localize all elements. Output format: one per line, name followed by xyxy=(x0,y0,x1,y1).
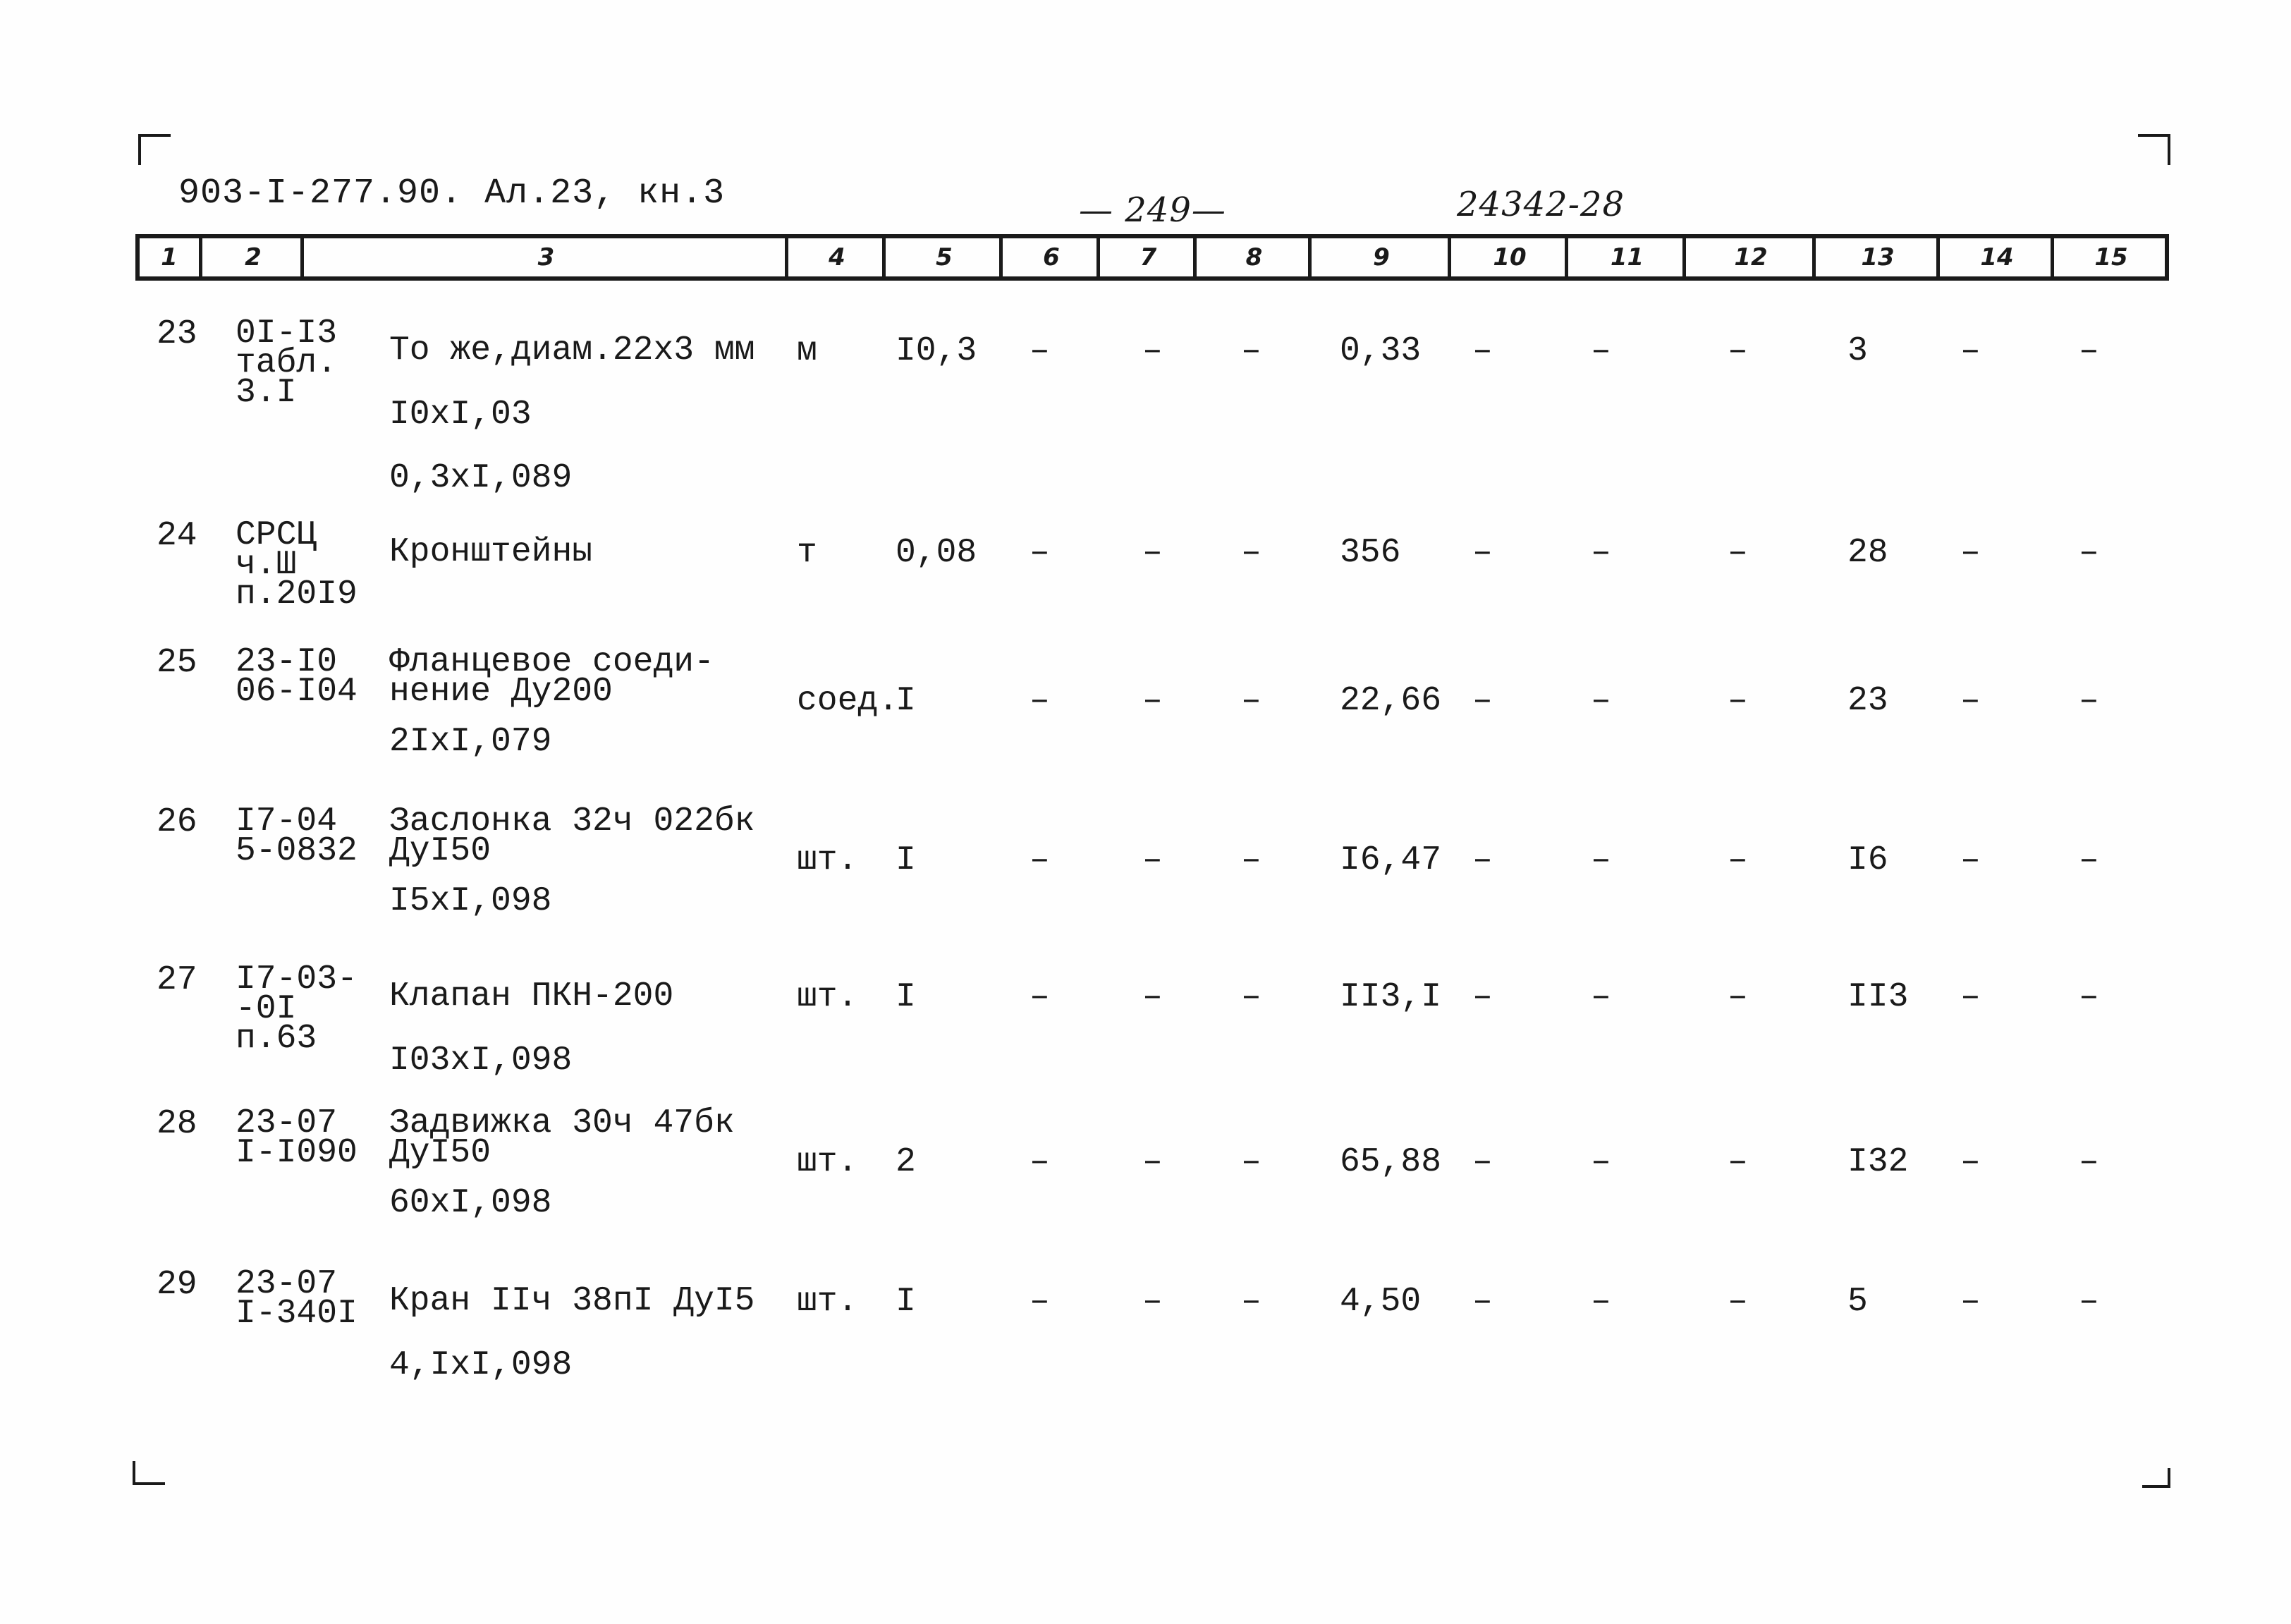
calculation-line: I0xI,03 xyxy=(389,396,532,434)
col-8-cell: – xyxy=(1241,978,1261,1016)
col-9-cell: I6,47 xyxy=(1340,841,1442,879)
col-7-cell: – xyxy=(1142,332,1163,370)
col-8-cell: – xyxy=(1241,534,1261,572)
quantity-cell: 0,08 xyxy=(896,534,977,572)
quantity-cell: I xyxy=(896,682,916,720)
norm-code-line: 3.I xyxy=(236,374,297,412)
col-13-cell: 3 xyxy=(1847,332,1868,370)
frame-corner-bottom-right xyxy=(2142,1468,2170,1488)
col-15-cell: – xyxy=(2079,682,2099,720)
norm-code-line: I7-04 xyxy=(236,802,338,841)
norm-code-line: 0I-I3 xyxy=(236,315,338,353)
column-number-9: 9 xyxy=(1308,238,1451,276)
row-number: 28 xyxy=(157,1105,197,1143)
col-9-cell: 0,33 xyxy=(1340,332,1422,370)
col-12-cell: – xyxy=(1728,841,1748,879)
column-number-1: 1 xyxy=(161,243,178,271)
unit-cell: соед. xyxy=(797,682,899,720)
calculation-line: 0,3xI,089 xyxy=(389,459,573,497)
row-number: 29 xyxy=(157,1266,197,1304)
row-number: 24 xyxy=(157,517,197,555)
col-6-cell: – xyxy=(1030,1143,1050,1181)
col-14-cell: – xyxy=(1960,1143,1981,1181)
col-11-cell: – xyxy=(1591,1143,1611,1181)
col-6-cell: – xyxy=(1030,534,1050,572)
row-number: 27 xyxy=(157,961,197,999)
col-10-cell: – xyxy=(1472,682,1493,720)
col-8-cell: – xyxy=(1241,841,1261,879)
col-15-cell: – xyxy=(2079,978,2099,1016)
column-number-7: 7 xyxy=(1096,238,1197,276)
col-13-cell: 5 xyxy=(1847,1283,1868,1321)
column-number-8: 8 xyxy=(1193,238,1312,276)
col-11-cell: – xyxy=(1591,332,1611,370)
column-number-4: 4 xyxy=(785,238,886,276)
col-14-cell: – xyxy=(1960,978,1981,1016)
column-number-15: 15 xyxy=(2051,238,2168,276)
col-12-cell: – xyxy=(1728,1283,1748,1321)
calculation-line: 2IxI,079 xyxy=(389,723,552,761)
col-9-cell: 65,88 xyxy=(1340,1143,1442,1181)
item-name-line: ДуI50 xyxy=(389,1134,491,1172)
stamp-number: 24342-28 xyxy=(1457,185,1625,224)
col-9-cell: 356 xyxy=(1340,534,1401,572)
column-number-11: 11 xyxy=(1565,238,1686,276)
column-number-row xyxy=(135,234,2169,281)
col-7-cell: – xyxy=(1142,841,1163,879)
col-9-cell: II3,I xyxy=(1340,978,1442,1016)
unit-cell: т xyxy=(797,534,817,572)
unit-cell: шт. xyxy=(797,978,858,1016)
col-9-cell: 22,66 xyxy=(1340,682,1442,720)
norm-code-line: табл. xyxy=(236,344,338,382)
col-10-cell: – xyxy=(1472,534,1493,572)
column-number-5: 5 xyxy=(882,238,1003,276)
col-7-cell: – xyxy=(1142,682,1163,720)
norm-code-line: 5-0832 xyxy=(236,832,358,870)
col-15-cell: – xyxy=(2079,841,2099,879)
item-name-line: То же,диам.22х3 мм xyxy=(389,331,755,370)
col-14-cell: – xyxy=(1960,332,1981,370)
item-name-line: Фланцевое соеди- xyxy=(389,643,714,681)
col-7-cell: – xyxy=(1142,978,1163,1016)
frame-corner-top-right xyxy=(2138,134,2170,165)
col-10-cell: – xyxy=(1472,978,1493,1016)
col-13-cell: 23 xyxy=(1847,682,1888,720)
col-9-cell: 4,50 xyxy=(1340,1283,1422,1321)
frame-corner-top-left xyxy=(138,134,171,165)
unit-cell: шт. xyxy=(797,1143,858,1181)
col-6-cell: – xyxy=(1030,978,1050,1016)
col-11-cell: – xyxy=(1591,841,1611,879)
col-13-cell: I6 xyxy=(1847,841,1888,879)
col-6-cell: – xyxy=(1030,841,1050,879)
col-7-cell: – xyxy=(1142,534,1163,572)
col-15-cell: – xyxy=(2079,332,2099,370)
col-6-cell: – xyxy=(1030,1283,1050,1321)
frame-corner-bottom-left xyxy=(133,1461,165,1485)
calculation-line: 4,IxI,098 xyxy=(389,1346,573,1384)
col-10-cell: – xyxy=(1472,1283,1493,1321)
col-12-cell: – xyxy=(1728,1143,1748,1181)
col-15-cell: – xyxy=(2079,1143,2099,1181)
column-number-3: 3 xyxy=(300,238,788,276)
item-name-line: ДуI50 xyxy=(389,832,491,870)
quantity-cell: I0,3 xyxy=(896,332,977,370)
norm-code-line: I7-03- xyxy=(236,960,358,999)
item-name-line: Клапан ПКН-200 xyxy=(389,977,674,1015)
column-number-6: 6 xyxy=(999,238,1100,276)
page-number: — 249— xyxy=(1079,190,1226,230)
norm-code-line: п.20I9 xyxy=(236,575,358,613)
col-13-cell: I32 xyxy=(1847,1143,1909,1181)
calculation-line: 60xI,098 xyxy=(389,1184,552,1222)
row-number: 26 xyxy=(157,803,197,841)
col-8-cell: – xyxy=(1241,1283,1261,1321)
norm-code-line: п.63 xyxy=(236,1020,317,1058)
col-10-cell: – xyxy=(1472,1143,1493,1181)
item-name-line: Кронштейны xyxy=(389,533,593,571)
col-12-cell: – xyxy=(1728,978,1748,1016)
norm-code-line: 23-07 xyxy=(236,1104,338,1142)
col-12-cell: – xyxy=(1728,682,1748,720)
col-11-cell: – xyxy=(1591,682,1611,720)
col-8-cell: – xyxy=(1241,332,1261,370)
column-number-12: 12 xyxy=(1682,238,1816,276)
item-name-line: Задвижка 30ч 47бк xyxy=(389,1104,735,1142)
col-12-cell: – xyxy=(1728,534,1748,572)
col-15-cell: – xyxy=(2079,1283,2099,1321)
col-11-cell: – xyxy=(1591,1283,1611,1321)
calculation-line: I03xI,098 xyxy=(389,1042,573,1080)
item-name-line: нение Ду200 xyxy=(389,673,613,711)
row-number: 23 xyxy=(157,315,197,353)
col-11-cell: – xyxy=(1591,978,1611,1016)
norm-code-line: 23-07 xyxy=(236,1265,338,1303)
col-13-cell: 28 xyxy=(1847,534,1888,572)
document-code: 903-I-277.90. Ал.23, кн.3 xyxy=(178,173,726,214)
calculation-line: I5xI,098 xyxy=(389,882,552,920)
quantity-cell: I xyxy=(896,841,916,879)
unit-cell: шт. xyxy=(797,1283,858,1321)
column-number-13: 13 xyxy=(1812,238,1940,276)
col-14-cell: – xyxy=(1960,1283,1981,1321)
column-number-14: 14 xyxy=(1936,238,2054,276)
col-14-cell: – xyxy=(1960,682,1981,720)
norm-code-line: -0I xyxy=(236,990,297,1028)
col-6-cell: – xyxy=(1030,332,1050,370)
unit-cell: м xyxy=(797,332,817,370)
col-11-cell: – xyxy=(1591,534,1611,572)
norm-code-line: I-340I xyxy=(236,1295,358,1333)
quantity-cell: 2 xyxy=(896,1143,916,1181)
col-15-cell: – xyxy=(2079,534,2099,572)
column-number-10: 10 xyxy=(1448,238,1568,276)
col-7-cell: – xyxy=(1142,1143,1163,1181)
quantity-cell: I xyxy=(896,1283,916,1321)
norm-code-line: ч.Ш xyxy=(236,546,297,584)
norm-code-line: СРСЦ xyxy=(236,516,317,554)
col-6-cell: – xyxy=(1030,682,1050,720)
norm-code-line: I-I090 xyxy=(236,1134,358,1172)
col-10-cell: – xyxy=(1472,332,1493,370)
norm-code-line: 06-I04 xyxy=(236,673,358,711)
norm-code-line: 23-I0 xyxy=(236,643,338,681)
col-14-cell: – xyxy=(1960,534,1981,572)
col-14-cell: – xyxy=(1960,841,1981,879)
col-12-cell: – xyxy=(1728,332,1748,370)
col-10-cell: – xyxy=(1472,841,1493,879)
unit-cell: шт. xyxy=(797,841,858,879)
col-8-cell: – xyxy=(1241,682,1261,720)
row-number: 25 xyxy=(157,644,197,682)
column-number-2: 2 xyxy=(199,238,304,276)
col-13-cell: II3 xyxy=(1847,978,1909,1016)
col-7-cell: – xyxy=(1142,1283,1163,1321)
item-name-line: Заслонка 32ч 022бк xyxy=(389,802,755,841)
col-8-cell: – xyxy=(1241,1143,1261,1181)
item-name-line: Кран IIч 38пI ДуI5 xyxy=(389,1282,755,1320)
quantity-cell: I xyxy=(896,978,916,1016)
